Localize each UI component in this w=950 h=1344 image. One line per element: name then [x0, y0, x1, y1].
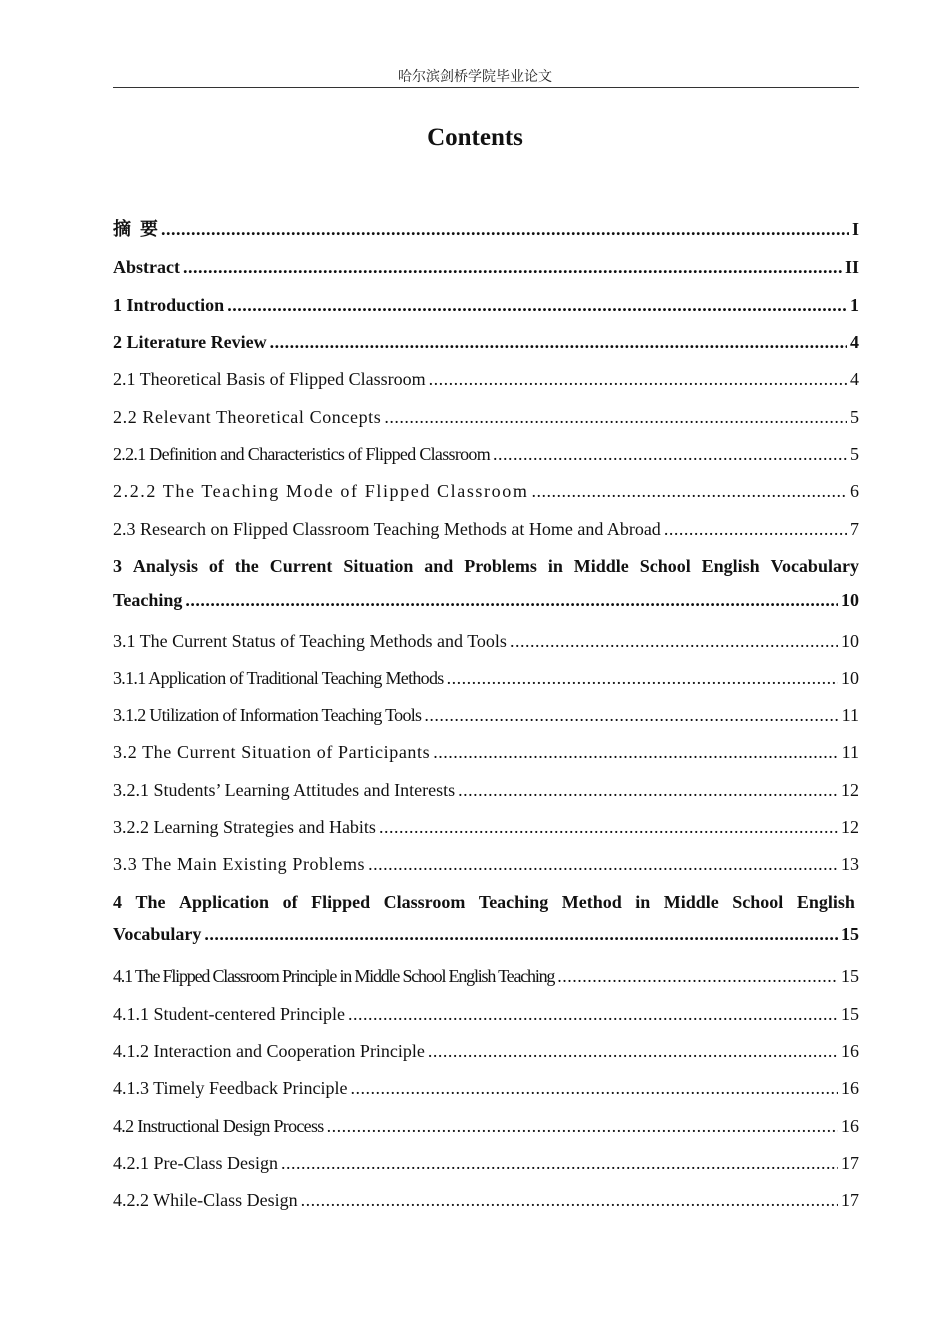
leader-dots — [429, 367, 847, 391]
toc-entry-label-line1: 4 The Application of Flipped Classroom Teaching Method in Middle School English — [113, 892, 855, 912]
toc-entry-page: I — [851, 219, 859, 239]
toc-entry-page: 16 — [841, 1078, 859, 1098]
toc-entry-label: 2.1 Theoretical Basis of Flipped Classroom — [113, 369, 426, 389]
toc-entry-3-1[interactable] — [113, 629, 859, 653]
leader-dots — [424, 703, 838, 727]
toc-entry-chapter-4[interactable] — [113, 890, 859, 944]
toc-entry-3-2-2[interactable] — [113, 815, 859, 839]
toc-entry-4-2[interactable] — [113, 1114, 859, 1138]
toc-entry-page: 11 — [841, 742, 859, 762]
toc-entry-label: 2.3 Research on Flipped Classroom Teaching Methods at Home and Abroad — [113, 519, 661, 539]
toc-entry-4-1[interactable] — [113, 964, 859, 988]
toc-entry-label: 4.2.2 While-Class Design — [113, 1190, 298, 1210]
toc-entry-page: 15 — [841, 966, 859, 986]
leader-dots — [433, 740, 838, 764]
toc-entry-3-3[interactable] — [113, 852, 859, 876]
toc-entry-page: 17 — [841, 1153, 859, 1173]
leader-dots — [664, 517, 847, 541]
toc-entry-4-1-2[interactable] — [113, 1039, 859, 1063]
toc-entry-page: 7 — [850, 519, 859, 539]
running-header: 哈尔滨剑桥学院毕业论文 — [398, 70, 552, 85]
leader-dots — [428, 1039, 838, 1063]
leader-dots — [348, 1002, 838, 1026]
toc-entry-label-line2: Vocabulary ..... 15 — [113, 922, 859, 946]
leader-dots — [350, 1076, 838, 1100]
toc-entry-page: 10 — [841, 631, 859, 651]
leader-dots — [227, 293, 847, 317]
toc-entry-page: 4 — [850, 369, 859, 389]
toc-entry-label: 2.2.2 The Teaching Mode of Flipped Classroom — [113, 481, 529, 501]
toc-entry-label: 3.2.1 Students’ Learning Attitudes and Interests — [113, 780, 456, 800]
toc-entry-abstract[interactable] — [113, 255, 859, 279]
toc-entry-4-1-3[interactable] — [113, 1076, 859, 1100]
leader-dots — [493, 442, 847, 466]
leader-dots — [327, 1114, 838, 1138]
toc-entry-page: 5 — [850, 444, 859, 464]
toc-entry-page: 12 — [841, 780, 859, 800]
toc-entry-2-2[interactable] — [113, 405, 859, 429]
toc-entry-page: 10 — [841, 668, 859, 688]
toc-entry-2-2-2[interactable] — [113, 479, 859, 503]
toc-entry-literature-review[interactable] — [113, 330, 859, 354]
toc-entry-3-1-2[interactable] — [113, 703, 859, 727]
toc-entry-label: 1 Introduction — [113, 295, 225, 315]
leader-dots — [447, 666, 838, 690]
toc-entry-label: 3.2.2 Learning Strategies and Habits — [113, 817, 376, 837]
toc-entry-label: 3.3 The Main Existing Problems — [113, 854, 366, 874]
toc-entry-label: 2.2.1 Definition and Characteristics of Flipped Classroom — [113, 444, 491, 464]
toc-entry-label: 摘 要 — [113, 219, 158, 239]
toc-entry-label: 3.1.1 Application of Traditional Teaching Methods — [113, 668, 444, 688]
leader-dots — [510, 629, 838, 653]
leader-dots — [183, 255, 842, 279]
toc-entry-3-2[interactable] — [113, 740, 859, 764]
header-rule — [113, 87, 859, 88]
toc-entry-page: 4 — [850, 332, 859, 352]
leader-dots — [384, 405, 847, 429]
toc-entry-label: 4.1.3 Timely Feedback Principle — [113, 1078, 348, 1098]
toc-entry-chapter-3[interactable] — [113, 554, 859, 610]
toc-entry-4-2-1[interactable] — [113, 1151, 859, 1175]
toc-entry-2-1[interactable] — [113, 367, 859, 391]
leader-dots — [161, 217, 849, 241]
toc-entry-page: 15 — [841, 924, 859, 944]
page-title: Contents — [427, 124, 523, 151]
toc-entry-page: 5 — [850, 407, 859, 427]
toc-entry-label: 4.1.2 Interaction and Cooperation Principle — [113, 1041, 425, 1061]
leader-dots — [270, 330, 847, 354]
toc-entry-label: 4.1.1 Student-centered Principle — [113, 1004, 345, 1024]
leader-dots — [458, 778, 838, 802]
toc-entry-4-1-1[interactable] — [113, 1002, 859, 1026]
toc-entry-label: 4.2 Instructional Design Process — [113, 1116, 324, 1136]
leader-dots — [281, 1151, 838, 1175]
toc-entry-page: II — [844, 257, 859, 277]
toc-entry-page: 16 — [841, 1116, 859, 1136]
toc-entry-page: 11 — [841, 705, 859, 725]
leader-dots — [531, 479, 847, 503]
toc-entry-label: 4.2.1 Pre-Class Design — [113, 1153, 278, 1173]
toc-entry-4-2-2[interactable] — [113, 1188, 859, 1212]
toc-entry-page: 12 — [841, 817, 859, 837]
leader-dots — [301, 1188, 838, 1212]
toc-entry-2-2-1[interactable] — [113, 442, 859, 466]
toc-entry-label: 2 Literature Review — [113, 332, 267, 352]
leader-dots — [557, 964, 838, 988]
toc-entry-page: 16 — [841, 1041, 859, 1061]
leader-dots — [379, 815, 838, 839]
toc-entry-label: 3.1.2 Utilization of Information Teaching Tools — [113, 705, 422, 725]
toc-entry-label-line1: 3 Analysis of the Current Situation and Problems in Middle School English Vocabulary — [113, 556, 859, 576]
leader-dots — [204, 922, 838, 946]
leader-dots — [368, 852, 838, 876]
toc-entry-page: 17 — [841, 1190, 859, 1210]
toc-entry-page: 6 — [850, 481, 859, 501]
toc-entry-page: 10 — [841, 590, 859, 610]
toc-entry-page: 13 — [841, 854, 859, 874]
toc-entry-3-1-1[interactable] — [113, 666, 859, 690]
toc-entry-label: Abstract — [113, 257, 180, 277]
toc-entry-3-2-1[interactable] — [113, 778, 859, 802]
toc-entry-introduction[interactable] — [113, 293, 859, 317]
toc-entry-abstract-cn[interactable] — [113, 217, 859, 241]
toc-entry-label: 2.2 Relevant Theoretical Concepts — [113, 407, 382, 427]
toc-entry-label: 3.1 The Current Status of Teaching Methods and Tools — [113, 631, 507, 651]
toc-entry-label-line2: Teaching ..... 10 — [113, 588, 859, 612]
toc-entry-2-3[interactable] — [113, 517, 859, 541]
toc-entry-label: 4.1 The Flipped Classroom Principle in Middle School English Teaching — [113, 966, 555, 986]
toc-entry-page: 1 — [850, 295, 859, 315]
toc-entry-label: 3.2 The Current Situation of Participants — [113, 742, 431, 762]
toc-entry-page: 15 — [841, 1004, 859, 1024]
leader-dots — [185, 588, 838, 612]
